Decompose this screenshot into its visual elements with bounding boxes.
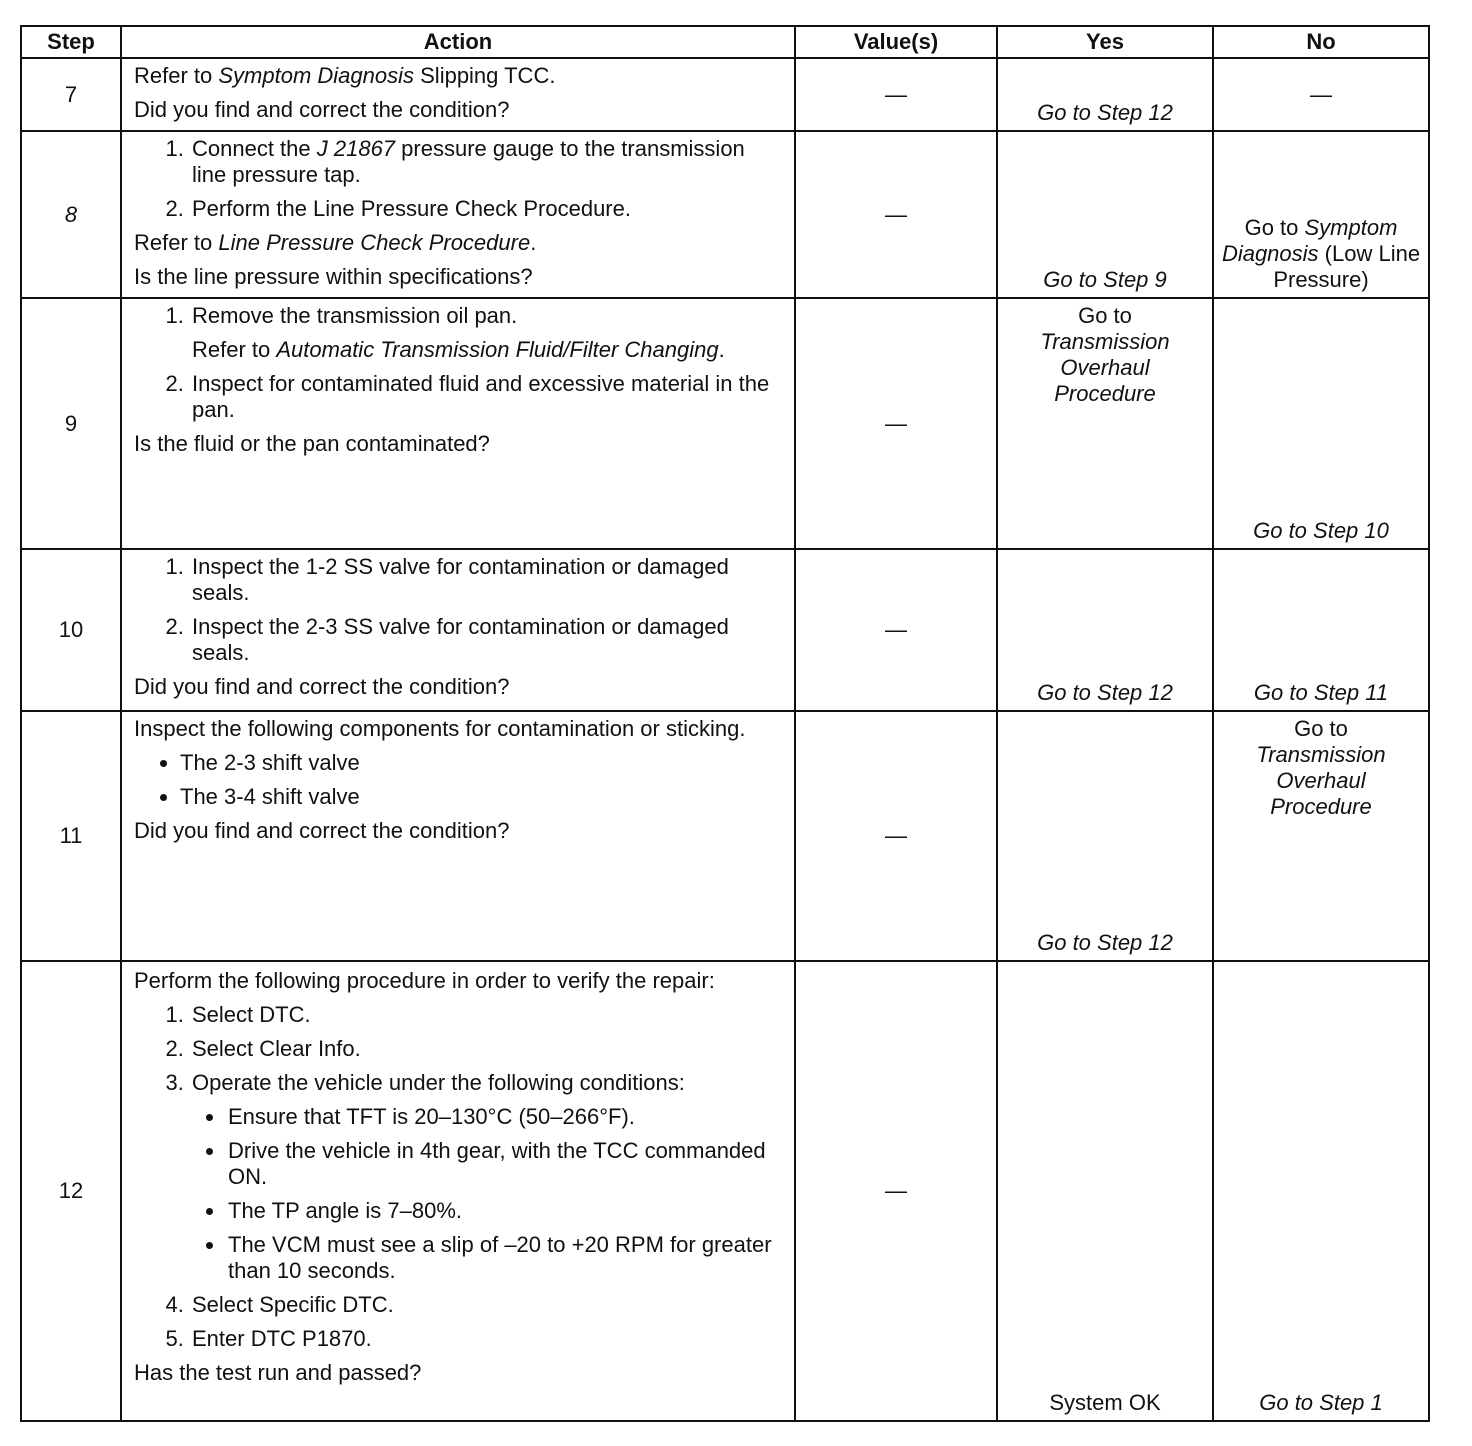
action-question: Is the fluid or the pan contaminated? <box>134 431 490 456</box>
action-step-item: 5. Enter DTC P1870. <box>190 1326 784 1352</box>
action-refer: Refer to Line Pressure Check Procedure. <box>134 230 537 255</box>
value-cell: — <box>795 131 997 298</box>
action-cell <box>121 711 795 961</box>
diagnostic-table <box>20 25 1430 1422</box>
no-cell: — <box>1213 58 1429 131</box>
no-cell: Go to Step 10 <box>1213 298 1429 549</box>
list-item: • The TP angle is 7–80%. <box>226 1198 784 1224</box>
step-number: 12 <box>21 961 121 1421</box>
diagnostic-table-page <box>20 25 1428 1422</box>
action-step-item: 2. Perform the Line Pressure Check Procedure. <box>190 196 784 222</box>
value-cell: — <box>795 298 997 549</box>
header-yes: Yes <box>997 26 1213 58</box>
action-steps <box>134 303 784 423</box>
action-question: Did you find and correct the condition? <box>134 674 510 699</box>
action-question: Did you find and correct the condition? <box>134 818 510 843</box>
component-list <box>134 750 784 810</box>
action-step-item: 4. Select Specific DTC. <box>190 1292 784 1318</box>
step-number: 11 <box>21 711 121 961</box>
value-cell: — <box>795 711 997 961</box>
action-cell <box>121 961 795 1421</box>
list-item: • The 2-3 shift valve <box>180 750 784 776</box>
table-row-step-7 <box>21 58 1429 131</box>
action-step-item: 2. Inspect the 2-3 SS valve for contamination or damaged seals. <box>190 614 784 666</box>
action-cell <box>121 549 795 711</box>
action-step-item: 1. Connect the J 21867 pressure gauge to the transmission line pressure tap. <box>190 136 784 188</box>
list-item: • Ensure that TFT is 20–130°C (50–266°F). <box>226 1104 784 1130</box>
value-cell: — <box>795 961 997 1421</box>
action-step-item: 2. Select Clear Info. <box>190 1036 784 1062</box>
header-values: Value(s) <box>795 26 997 58</box>
list-item: • The 3-4 shift valve <box>180 784 784 810</box>
action-step-item: 2. Inspect for contaminated fluid and excessive material in the pan. <box>190 371 784 423</box>
table-row-step-11 <box>21 711 1429 961</box>
yes-cell: Go to Transmission Overhaul Procedure <box>997 298 1213 549</box>
action-question: Has the test run and passed? <box>134 1360 422 1385</box>
action-cell <box>121 58 795 131</box>
yes-cell: Go to Step 12 <box>997 711 1213 961</box>
action-text: Refer to Symptom Diagnosis Slipping TCC. <box>134 63 556 88</box>
table-row-step-10 <box>21 549 1429 711</box>
yes-cell: Go to Step 9 <box>997 131 1213 298</box>
action-steps <box>134 1002 784 1352</box>
list-item: • The VCM must see a slip of –20 to +20 RPM for greater than 10 seconds. <box>226 1232 784 1284</box>
yes-cell: System OK <box>997 961 1213 1421</box>
table-row-step-12 <box>21 961 1429 1421</box>
header-action: Action <box>121 26 795 58</box>
table-row-step-9 <box>21 298 1429 549</box>
step-number: 7 <box>21 58 121 131</box>
action-question: Is the line pressure within specifications? <box>134 264 533 289</box>
no-cell: Go to Step 11 <box>1213 549 1429 711</box>
no-cell: Go to Step 1 <box>1213 961 1429 1421</box>
action-cell <box>121 298 795 549</box>
action-step-item: 3. Operate the vehicle under the following conditions: • Ensure that TFT is 20–130°C (50–266°F). • Drive the vehicle in 4th gear, with the TCC commanded ON. • The TP angle is 7–80%. • The VCM must see a slip of –20 to +20 RPM for greater than 10 seconds. <box>190 1070 784 1284</box>
header-no: No <box>1213 26 1429 58</box>
step-number: 8 <box>21 131 121 298</box>
action-step-item: 1. Remove the transmission oil pan. Refer to Automatic Transmission Fluid/Filter Changing. <box>190 303 784 363</box>
condition-list <box>192 1104 784 1284</box>
action-cell <box>121 131 795 298</box>
action-step-item: 1. Select DTC. <box>190 1002 784 1028</box>
header-step: Step <box>21 26 121 58</box>
step-number: 9 <box>21 298 121 549</box>
table-row-step-8 <box>21 131 1429 298</box>
yes-cell: Go to Step 12 <box>997 549 1213 711</box>
list-item: • Drive the vehicle in 4th gear, with the TCC commanded ON. <box>226 1138 784 1190</box>
yes-cell: Go to Step 12 <box>997 58 1213 131</box>
no-cell: Go to Symptom Diagnosis (Low Line Pressure) <box>1213 131 1429 298</box>
value-cell: — <box>795 549 997 711</box>
action-refer: Refer to Automatic Transmission Fluid/Filter Changing. <box>192 337 725 362</box>
no-cell: Go to Transmission Overhaul Procedure <box>1213 711 1429 961</box>
action-step-item: 1. Inspect the 1-2 SS valve for contamination or damaged seals. <box>190 554 784 606</box>
header-row <box>21 26 1429 58</box>
action-question: Did you find and correct the condition? <box>134 97 510 122</box>
step-number: 10 <box>21 549 121 711</box>
value-cell: — <box>795 58 997 131</box>
action-steps <box>134 136 784 222</box>
action-intro: Inspect the following components for contamination or sticking. <box>134 716 746 741</box>
action-steps <box>134 554 784 666</box>
action-intro: Perform the following procedure in order to verify the repair: <box>134 968 715 993</box>
